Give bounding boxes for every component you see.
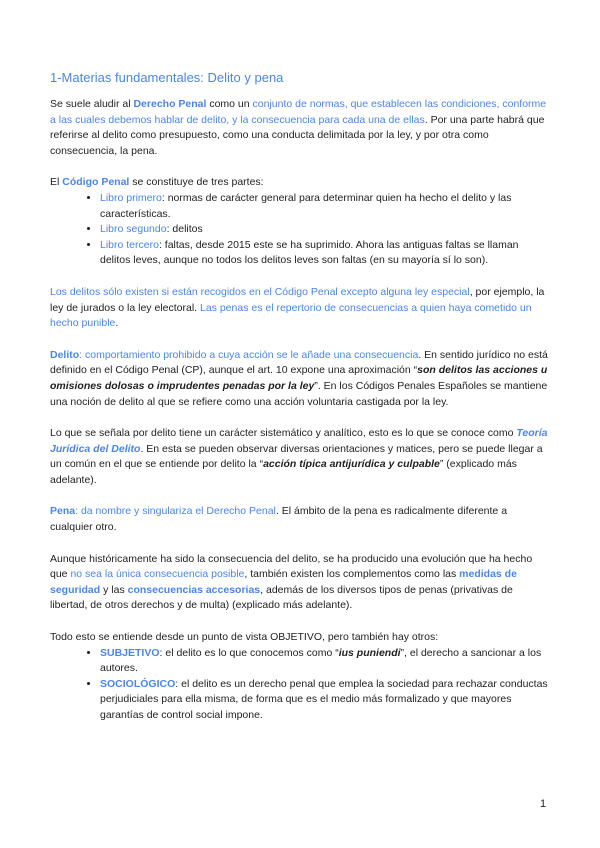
list-term: Libro segundo [100, 223, 167, 236]
term-derecho-penal: Derecho Penal [133, 98, 207, 110]
list-term: SOCIOLÓGICO [100, 677, 176, 690]
evolucion-paragraph [50, 552, 550, 614]
text-span: y las [100, 583, 128, 596]
section-heading: 1-Materias fundamentales: Delito y pena [50, 70, 284, 85]
list-item [100, 646, 550, 677]
text-span: Aunque históricamente ha sido la consecuencia del delito, se ha producido una evolución que ha hecho que [50, 552, 533, 581]
term-codigo-penal: Código Penal [62, 176, 130, 189]
page-number: 1 [540, 798, 547, 810]
intro-paragraph [50, 97, 550, 159]
text-span: , también existen los complementos como las [244, 568, 460, 581]
list-text: : delitos [166, 223, 203, 236]
text-span: . En sentido jurídico no está definido en el Código Penal (CP), aunque el art. 10 expone una aproximación “ [50, 348, 548, 377]
text-span: . [115, 317, 119, 330]
objetivo-paragraph: Todo esto se entiende desde un punto de vista OBJETIVO, pero también hay otros: [50, 631, 439, 644]
list-term: SUBJETIVO [100, 646, 160, 659]
highlight-span: Las penas es el repertorio de consecuencias a quien haya cometido un hecho punible [50, 301, 532, 330]
list-term: Libro tercero [100, 238, 159, 251]
quote-span: acción típica antijurídica y culpable [263, 458, 440, 471]
term-medidas-seguridad: medidas de seguridad [50, 568, 517, 596]
teoria-paragraph [50, 426, 550, 488]
text-span: . Por una parte habrá que referirse al delito como presupuesto, como una conducta delimitada por la ley, y por otra como consecuencia, la pena. [50, 113, 545, 157]
text-span: ” (explicado más adelante). [50, 458, 517, 486]
delitos-paragraph [50, 285, 550, 332]
quote-span: ius puniendi [338, 646, 401, 659]
list-text: : faltas, desde 2015 este se ha suprimido. Ahora las antiguas faltas se llaman delitos leves, aunque no todos los delitos leves son faltas (en su mayoría sí lo son). [100, 238, 519, 267]
text-span: ”. En los Códigos Penales Españoles se mantiene una noción de delito al que se refiere como una acción voluntaria castigada por la ley. [50, 379, 548, 408]
text-span: . En esta se pueden observar diversas orientaciones y matices, pero se puede llegar a un común en el que se entiende por delito la “ [50, 442, 543, 471]
document-page [50, 70, 550, 740]
list-item [100, 191, 550, 222]
term-delito: Delito [50, 348, 80, 361]
term-consecuencias-accesorias: consecuencias accesorias [127, 583, 261, 596]
text-span: se constituye de tres partes: [129, 176, 264, 189]
codigo-penal-paragraph [50, 175, 550, 191]
list-text: ”, el derecho a sancionar a los autores. [100, 646, 542, 675]
text-span: . El ámbito de la pena es radicalmente diferente a cualquier otro. [50, 505, 508, 534]
list-text: : normas de carácter general para determinar quien ha hecho el delito y las características. [100, 191, 512, 220]
delito-definition-paragraph [50, 348, 550, 410]
list-term: Libro primero [100, 191, 162, 204]
list-item [100, 222, 550, 238]
list-text: : el delito es un derecho penal que emplea la sociedad para rechazar conductas perjudiciales para ella misma, de forma que es el medio más formalizado y que mayores garantías de control social impone. [100, 677, 548, 721]
term-teoria-juridica: Teoría Jurídica del Delito [50, 427, 548, 455]
puntos-de-vista-list [50, 646, 550, 724]
list-item [100, 677, 550, 724]
libros-list [50, 191, 550, 269]
definition-highlight: : comportamiento prohibido a cuya acción se le añade una consecuencia [79, 348, 419, 361]
text-span: Se suele aludir al [50, 98, 134, 110]
definition-highlight: conjunto de normas, que establecen las condiciones, conforme a las cuales debemos hablar de delito, y la consecuencia para cada una de ellas [50, 98, 547, 126]
quote-span: son delitos las acciones u omisiones dolosas o imprudentes penadas por la ley [50, 364, 548, 392]
text-span: , por ejemplo, la ley de jurados o la ley electoral. [50, 285, 545, 314]
text-span: El [50, 176, 63, 189]
text-span: Lo que se señala por delito tiene un carácter sistemático y analítico, esto es lo que se conoce como [50, 427, 517, 440]
term-pena: Pena [50, 505, 76, 518]
highlight-span: no sea la única consecuencia posible [70, 568, 245, 581]
text-span: como un [206, 98, 253, 110]
text-span: , además de los diversos tipos de penas (privativas de libertad, de otros derechos y de multa) (explicado más adelante). [50, 583, 513, 612]
definition-highlight: : da nombre y singulariza el Derecho Penal [75, 505, 276, 518]
list-item [100, 238, 550, 269]
list-text: : el delito es lo que conocemos como “ [159, 646, 339, 659]
highlight-span: Los delitos sólo existen si están recogidos en el Código Penal excepto alguna ley especial [50, 285, 470, 298]
pena-paragraph [50, 504, 550, 535]
